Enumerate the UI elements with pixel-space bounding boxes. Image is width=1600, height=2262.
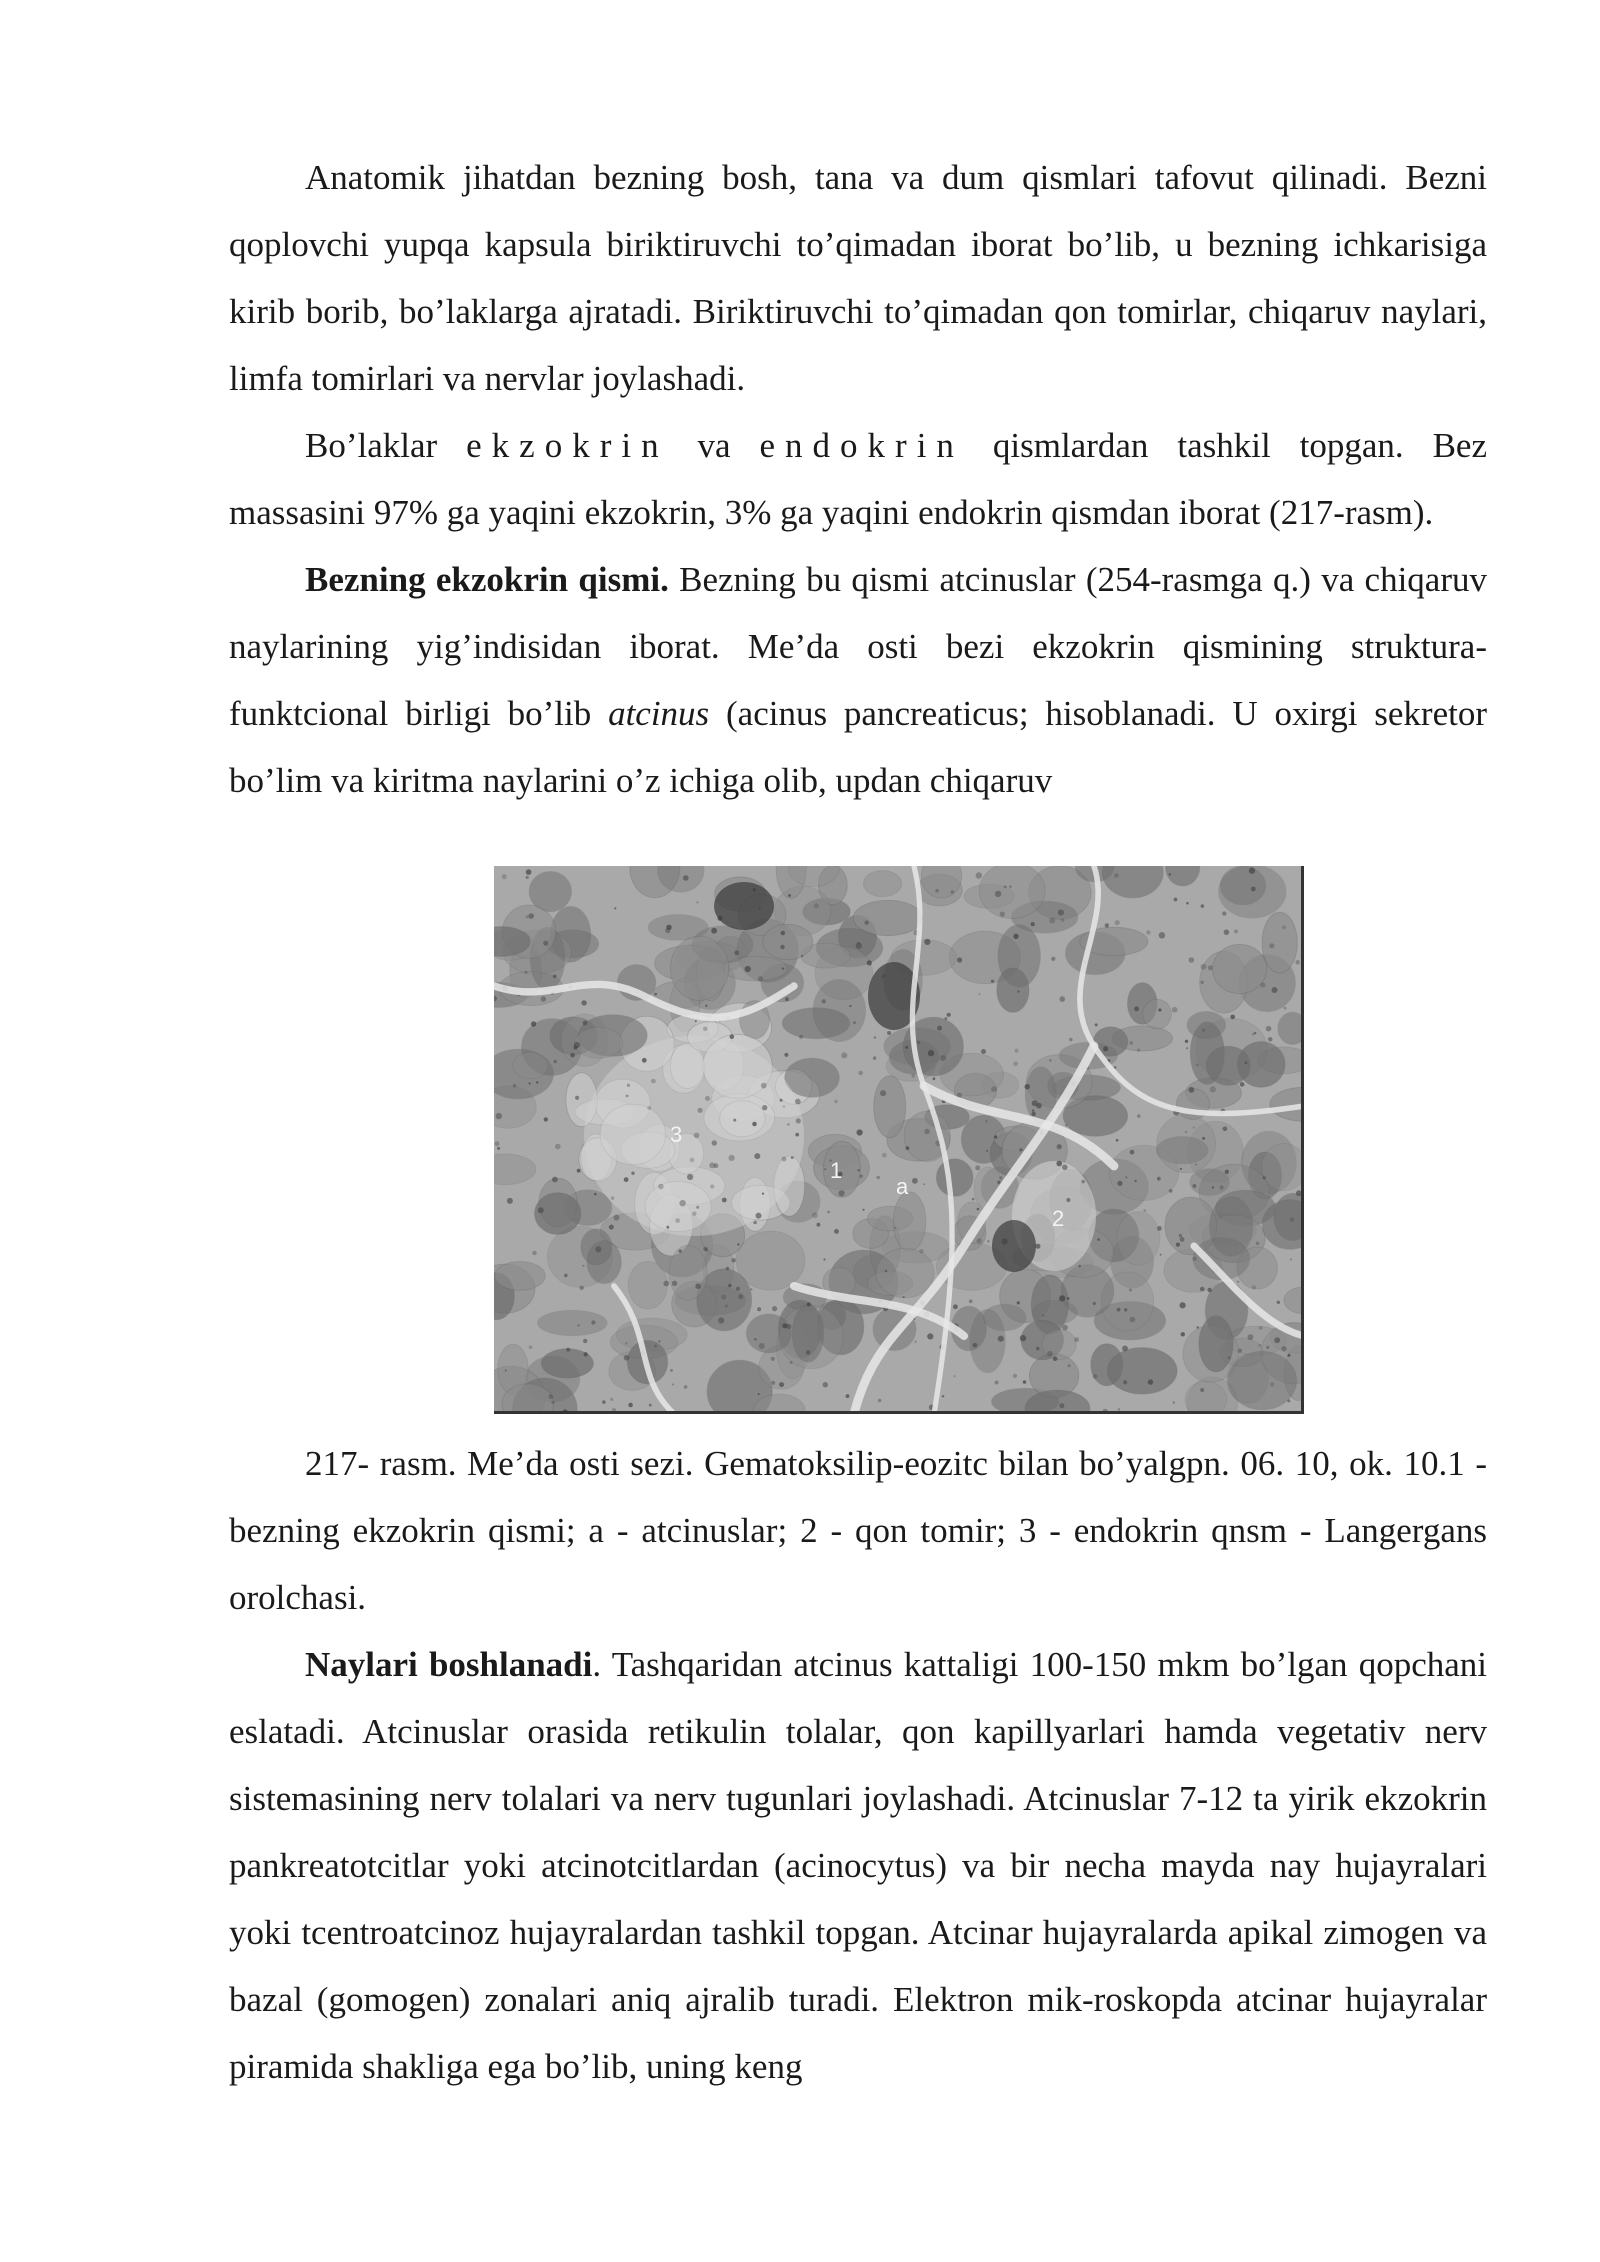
figure-label-2: 2 xyxy=(1052,1206,1065,1231)
text-segment: ekzokrin xyxy=(466,426,669,465)
text-segment: Naylari boshlanadi xyxy=(305,1645,593,1684)
text-segment: . Tashqaridan atcinus kattaligi 100-150 mkm bo’lgan qopchani eslatadi. Atcinuslar orasida retikulin tolalar, qon kapillyarlari hamda vegetativ nerv sistemasining nerv tolalari va nerv tugunlari joylashadi. Atcinuslar 7-12 ta yirik ekzokrin pankreatotcitlar yoki atcinotcitlardan (acinocytus) va bir necha mayda nay hujayralari yoki tcentroatcinoz hujayralardan tashkil topgan. Atcinar hujayralarda apikal zimogen va bazal (gomogen) zonalari aniq ajralib turadi. Elektron mik-roskopda atcinar hujayralar piramida shakliga ega bo’lib, uning keng xyxy=(229,1645,1487,2086)
figure-label-1: 1 xyxy=(830,1158,843,1183)
paragraph-p4 xyxy=(229,1430,1487,1631)
text-segment: (acinus pancreaticus; hisoblanadi. U oxirgi sekretor bo’lim va kiritma naylarini o’z ichiga olib, updan chiqaruv xyxy=(229,694,1487,800)
micrograph-image xyxy=(494,866,1304,1414)
text-segment: endokrin xyxy=(759,426,964,465)
paragraph-p3 xyxy=(229,546,1487,814)
text-block-top xyxy=(229,144,1487,814)
figure-label-a: a xyxy=(896,1174,909,1199)
text-segment: Anatomik jihatdan bezning bosh, tana va dum qismlari tafovut qilinadi. Bezni qoplovchi yupqa kapsula biriktiruvchi to’qimadan iborat bo’lib, u bezning ichkarisiga kirib borib, bo’laklarga ajratadi. Biriktiruvchi to’qimadan qon tomirlar, chiqaruv naylari, limfa tomirlari va nervlar joylashadi. xyxy=(229,158,1487,398)
micrograph-figure xyxy=(494,866,1304,1414)
text-segment: Bezning bu qismi atcinuslar (254-rasmga q.) va chiqaruv naylarining yig’indisidan iborat. Me’da osti bezi ekzokrin qismining struktura-funktcional birligi bo’lib xyxy=(229,560,1487,733)
text-segment: Bezning ekzokrin qismi. xyxy=(305,560,669,599)
paragraph-p5 xyxy=(229,1631,1487,2100)
paragraph-p2 xyxy=(229,412,1487,546)
text-segment: 217- rasm. Me’da osti sezi. Gematoksilip-eozitc bilan bo’yalgpn. 06. 10, ok. 10.1 - bezning ekzokrin qismi; a - atcinuslar; 2 - qon tomir; 3 - endokrin qnsm - Langergans orolchasi. xyxy=(229,1444,1487,1617)
text-segment: Bo’laklar xyxy=(305,426,467,465)
paragraph-p1 xyxy=(229,144,1487,412)
text-segment: va xyxy=(668,426,760,465)
text-block-bottom xyxy=(229,1430,1487,2100)
text-segment: atcinus xyxy=(608,694,710,733)
figure-label-3: 3 xyxy=(670,1122,683,1147)
text-segment: qismlardan tashkil topgan. Bez massasini 97% ga yaqini ekzokrin, 3% ga yaqini endokrin qismdan iborat (217-rasm). xyxy=(229,426,1487,532)
